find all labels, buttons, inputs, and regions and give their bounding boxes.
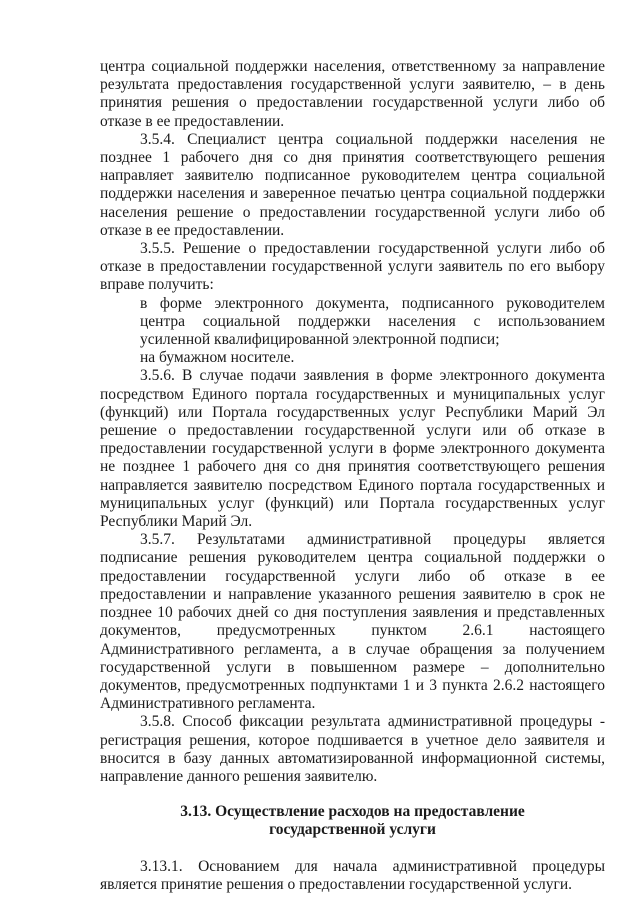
paragraph-3-5-6: 3.5.6. В случае подачи заявления в форме электронного документа посредством Единого портала государственных и муниципальных услуг (функций) или Портала государственных услуг Республики Марий Эл решение о предоставлении государственной услуги или об отказе в предоставлении государственной услуги в форме электронного документа не позднее 1 рабочего дня со дня принятия соответствующего решения направляется заявителю посредством Единого портала государственных и муниципальных услуг (функций) или Портала государственных услуг Республики Марий Эл.: [100, 367, 605, 531]
list-item-electronic: в форме электронного документа, подписанного руководителем центра социальной поддержки населения с использованием усиленной квалифицированной электронной подписи;: [140, 294, 605, 349]
paragraph-3-5-5: 3.5.5. Решение о предоставлении государственной услуги либо об отказе в предоставлении государственной услуги заявитель по его выбору вправе получить:: [100, 240, 605, 294]
paragraph-continuation: центра социальной поддержки населения, ответственному за направление результата предоставления государственной услуги заявителю, – в день принятия решения о предоставлении государственной услуги либо об отказе в ее предоставлении.: [100, 58, 605, 130]
paragraph-3-5-7: 3.5.7. Результатами административной процедуры является подписание решения руководителем центра социальной поддержки о предоставлении государственной услуги либо об отказе в ее предоставлении и направление указанного решения заявителю в срок не позднее 10 рабочих дней со дня поступления заявления и представленных документов, предусмотренных пунктом 2.6.1 настоящего Административного регламента, а в случае обращения за получением государственной услуги в повышенном размере – дополнительно документов, предусмотренных подпунктами 1 и 3 пункта 2.6.2 настоящего Административного регламента.: [100, 531, 605, 713]
list-item-paper: на бумажном носителе.: [140, 349, 295, 367]
section-heading-line-2: государственной услуги: [269, 821, 436, 839]
section-heading: [100, 803, 605, 839]
paragraph-3-5-4: 3.5.4. Специалист центра социальной поддержки населения не позднее 1 рабочего дня со дня принятия соответствующего решения направляет заявителю подписанное руководителем центра социальной поддержки населения и заверенное печатью центра социальной поддержки населения решение о предоставлении государственной услуги либо об отказе в ее предоставлении.: [100, 130, 605, 239]
section-heading-line-1: 3.13. Осуществление расходов на предоставление: [180, 803, 525, 821]
document-page: [100, 58, 605, 894]
paragraph-3-5-8: 3.5.8. Способ фиксации результата административной процедуры - регистрация решения, которое подшивается в учетное дело заявителя и вносится в базу данных автоматизированной информационной системы, направление данного решения заявителю.: [100, 713, 605, 785]
paragraph-3-13-1: 3.13.1. Основанием для начала административной процедуры является принятие решения о предоставлении государственной услуги.: [100, 857, 605, 893]
